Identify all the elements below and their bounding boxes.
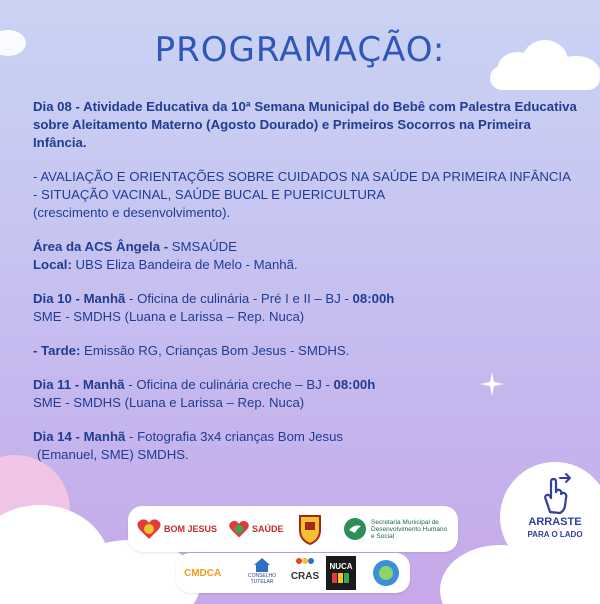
paragraph-area-acs	[33, 238, 578, 274]
logo-bar-top	[128, 506, 458, 552]
logo-crest	[296, 511, 326, 547]
logo-cmdca	[184, 559, 236, 587]
activity-text: - Atividade Educativa da 10ª Semana Municipal do Bebê com Palestra Educativa sobre Aleitamento Materno (Agosto Dourado) e Primeiros Socorros na Primeira Infância.	[33, 99, 577, 150]
swipe-sublabel: PARA O LADO	[527, 530, 583, 539]
area-value: SMSAÚDE	[168, 239, 237, 254]
swipe-hand-icon	[532, 472, 578, 518]
logo-saude	[228, 512, 288, 546]
local-value: UBS Eliza Bandeira de Melo - Manhã.	[71, 257, 298, 272]
seal-icon	[372, 559, 400, 587]
day-label: Dia 11 - Manhã	[33, 377, 125, 392]
responsible-text: SME - SMDHS (Luana e Larissa – Rep. Nuca)	[33, 309, 305, 324]
time-label: 08:00h	[352, 291, 395, 306]
logo-text: SAÚDE	[252, 524, 284, 534]
logo-nuca	[326, 556, 356, 590]
responsible-text: SME - SMDHS (Luana e Larissa – Rep. Nuca)	[33, 395, 305, 410]
family-icon	[294, 557, 316, 571]
avaliacao-text: - AVALIAÇÃO E ORIENTAÇÕES SOBRE CUIDADOS NA SAÚDE DA PRIMEIRA INFÂNCIA - SITUAÇÃO VACINAL, SAÚDE BUCAL E PUERICULTURA	[33, 169, 571, 202]
logo-text: BOM JESUS	[164, 524, 218, 534]
logo-bar-bottom	[176, 553, 410, 593]
paragraph-dia-14	[33, 428, 578, 464]
day-label: Dia 10 - Manhã	[33, 291, 126, 306]
swipe-hint[interactable]	[500, 462, 600, 572]
time-label: 08:00h	[333, 377, 376, 392]
logo-text: NUCA	[329, 561, 353, 571]
schedule-text	[33, 98, 578, 480]
heart-logo-icon	[228, 518, 250, 540]
activity-text: - Oficina de culinária - Pré I e II – BJ -	[125, 291, 353, 306]
logo-text: Secretaria Municipal de Desenvolvimento Humano e Social	[371, 518, 448, 540]
logo-round	[372, 558, 402, 588]
logo-bom-jesus	[136, 512, 220, 546]
logo-cras	[288, 557, 322, 589]
day-label: Dia 14 - Manhã	[33, 429, 126, 444]
paragraph-dia-08	[33, 98, 578, 152]
logo-text: CRAS	[290, 571, 320, 582]
logo-text: CONSELHO TUTELAR	[247, 573, 277, 585]
logo-secretaria	[342, 512, 452, 546]
page-title: PROGRAMAÇÃO:	[154, 30, 446, 70]
crest-icon	[296, 512, 324, 546]
area-label: Área da ACS Ângela -	[33, 239, 169, 254]
house-icon	[253, 557, 271, 573]
swipe-label: ARRASTE	[528, 516, 582, 528]
heart-logo-icon	[136, 516, 162, 542]
avaliacao-subtext: (crescimento e desenvolvimento).	[33, 205, 231, 220]
activity-text: Emissão RG, Crianças Bom Jesus - SMDHS.	[80, 343, 350, 358]
dove-icon	[342, 516, 368, 542]
activity-text: - Fotografia 3x4 crianças Bom Jesus	[125, 429, 344, 444]
responsible-text: (Emanuel, SME) SMDHS.	[37, 447, 189, 462]
activity-text: - Oficina de culinária creche – BJ -	[124, 377, 334, 392]
paragraph-avaliacao	[33, 168, 578, 222]
hands-icon	[330, 571, 352, 585]
local-label: Local:	[33, 257, 72, 272]
logo-text: CMDCA	[184, 567, 222, 579]
sparkle-icon	[480, 372, 504, 396]
day-label: Dia 08	[33, 99, 72, 114]
period-label: - Tarde:	[33, 343, 81, 358]
paragraph-tarde	[33, 342, 578, 360]
logo-conselho-tutelar	[238, 557, 286, 589]
paragraph-dia-10	[33, 290, 578, 326]
